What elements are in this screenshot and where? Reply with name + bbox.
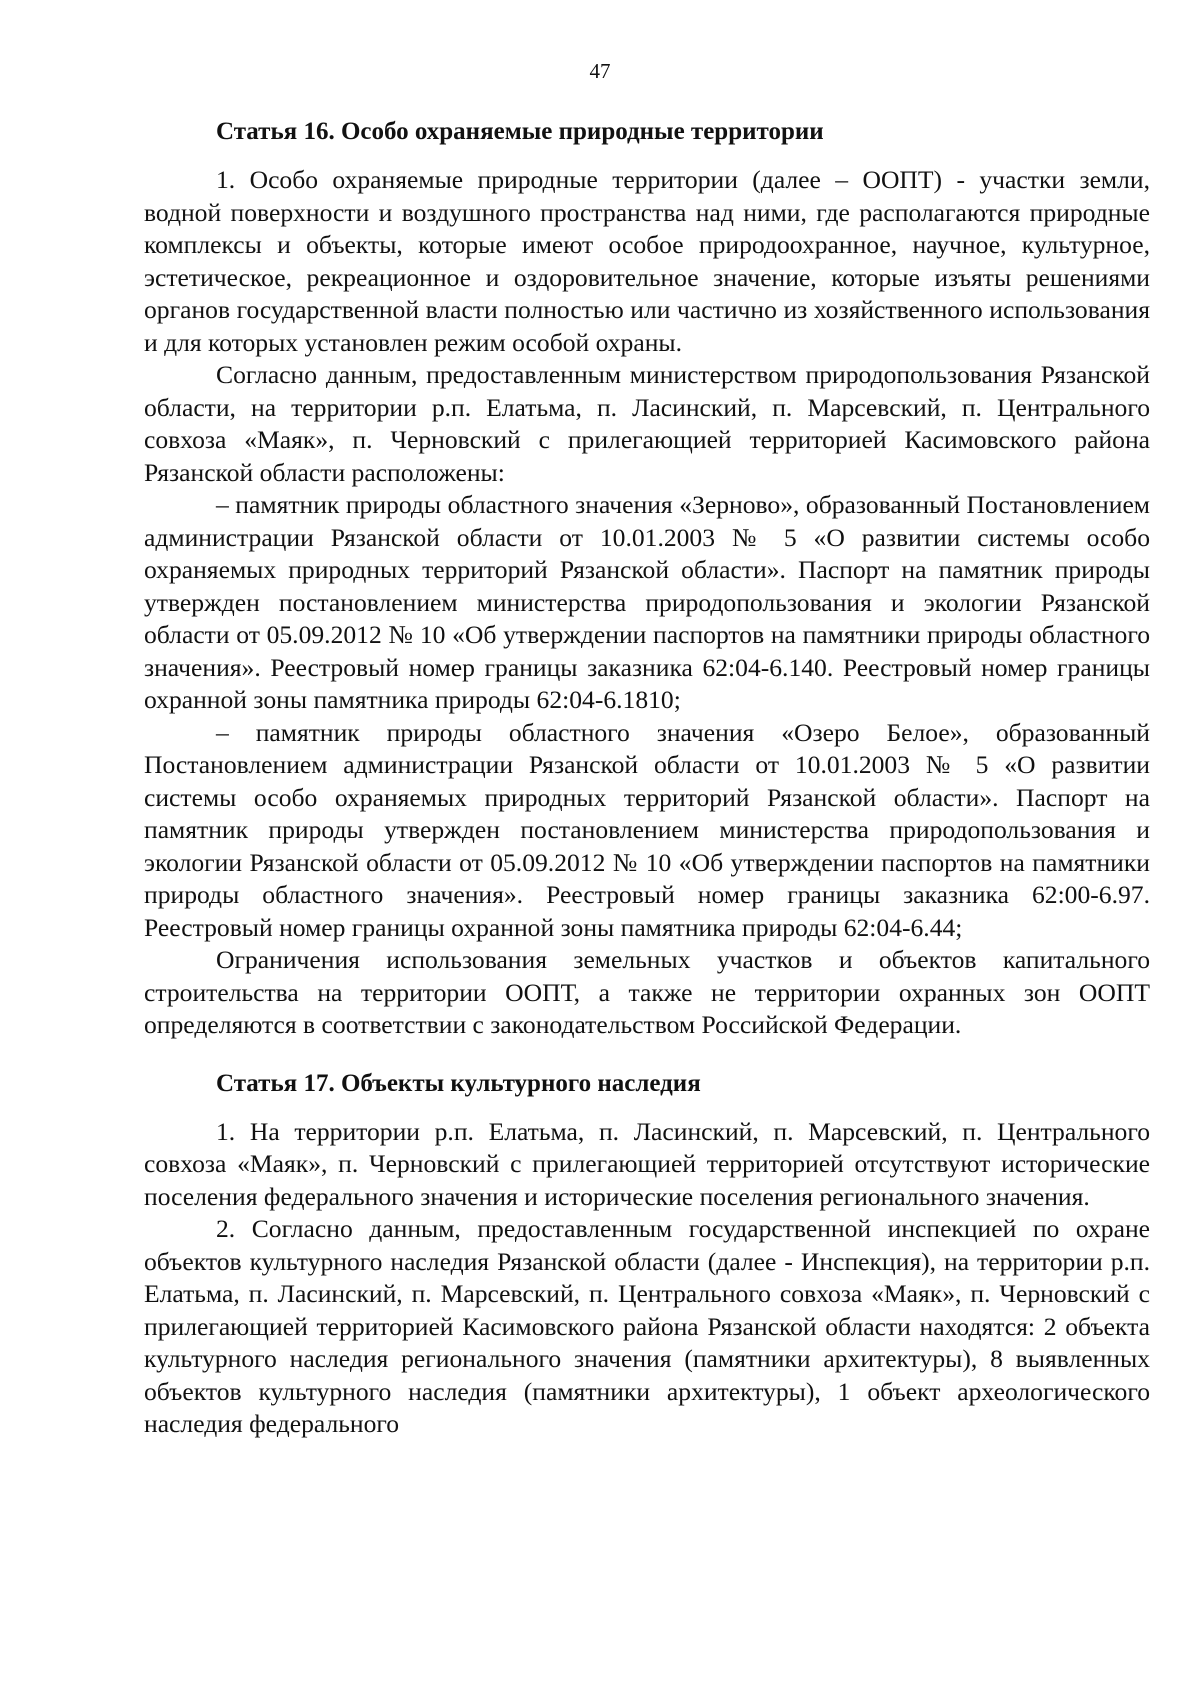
article-16-paragraph-2: Согласно данным, предоставленным министерством природопользования Рязанской области, на территории р.п. Елатьма, п. Ласинский, п. Марсевский, п. Центрального совхоза «Маяк», п. Черновский с прилегающией территорией Касимовского района Рязанской области расположены: (144, 360, 1150, 487)
article-16-paragraph-5: Ограничения использования земельных участков и объектов капитального строительства на территории ООПТ, а также не территории охранных зон ООПТ определяются в соответствии с законодательством Российской Федерации. (144, 945, 1150, 1039)
article-17-paragraph-1: 1. На территории р.п. Елатьма, п. Ласинский, п. Марсевский, п. Центрального совхоза «Маяк», п. Черновский с прилегающией территорией отсутствуют исторические поселения федерального значения и исторические поселения регионального значения. (144, 1116, 1150, 1211)
article-17-paragraph-2: 2. Согласно данным, предоставленным государственной инспекцией по охране объектов культурного наследия Рязанской области (далее - Инспекция), на территории р.п. Елатьма, п. Ласинский, п. Марсевский, п. Центрального совхоза «Маяк», п. Черновский с прилегающией территорией Касимовского района Рязанской области находятся: 2 объекта культурного наследия регионального значения (памятники архитектуры), 8 выявленных объектов культурного наследия (памятники архитектуры), 1 объект археологического наследия федерального (144, 1214, 1150, 1438)
article-16-heading: Статья 16. Особо охраняемые природные территории (216, 118, 824, 145)
article-16-paragraph-4: – памятник природы областного значения «Озеро Белое», образованный Постановлением администрации Рязанской области от 10.01.2003 № 5 «О развитии системы особо охраняемых природных территорий Рязанской области». Паспорт на памятник природы утвержден постановлением министерства природопользования и экологии Рязанской области от 05.09.2012 № 10 «Об утверждении паспортов на памятники природы областного значения». Реестровый номер границы заказника 62:00-6.97. Реестровый номер границы охранной зоны памятника природы 62:04-6.44; (144, 717, 1150, 942)
article-17-heading: Статья 17. Объекты культурного наследия (216, 1069, 701, 1097)
article-16-paragraph-1: 1. Особо охраняемые природные территории (далее – ООПТ) - участки земли, водной поверхности и воздушного пространства над ними, где располагаются природные комплексы и объекты, которые имеют особое природоохранное, научное, культурное, эстетическое, рекреационное и оздоровительное значение, которые изъяты решениями органов государственной власти полностью или частично из хозяйственного использования и для которых установлен режим особой охраны. (144, 165, 1150, 357)
page-number: 47 (589, 59, 611, 83)
page-content (144, 108, 1150, 1441)
article-16-paragraph-3: – памятник природы областного значения «Зерново», образованный Постановлением администрации Рязанской области от 10.01.2003 № 5 «О развитии системы особо охраняемых природных территорий Рязанской области». Паспорт на памятник природы утвержден постановлением министерства природопользования и экологии Рязанской области от 05.09.2012 № 10 «Об утверждении паспортов на памятники природы областного значения». Реестровый номер границы заказника 62:04-6.140. Реестровый номер границы охранной зоны памятника природы 62:04-6.1810; (144, 490, 1150, 714)
